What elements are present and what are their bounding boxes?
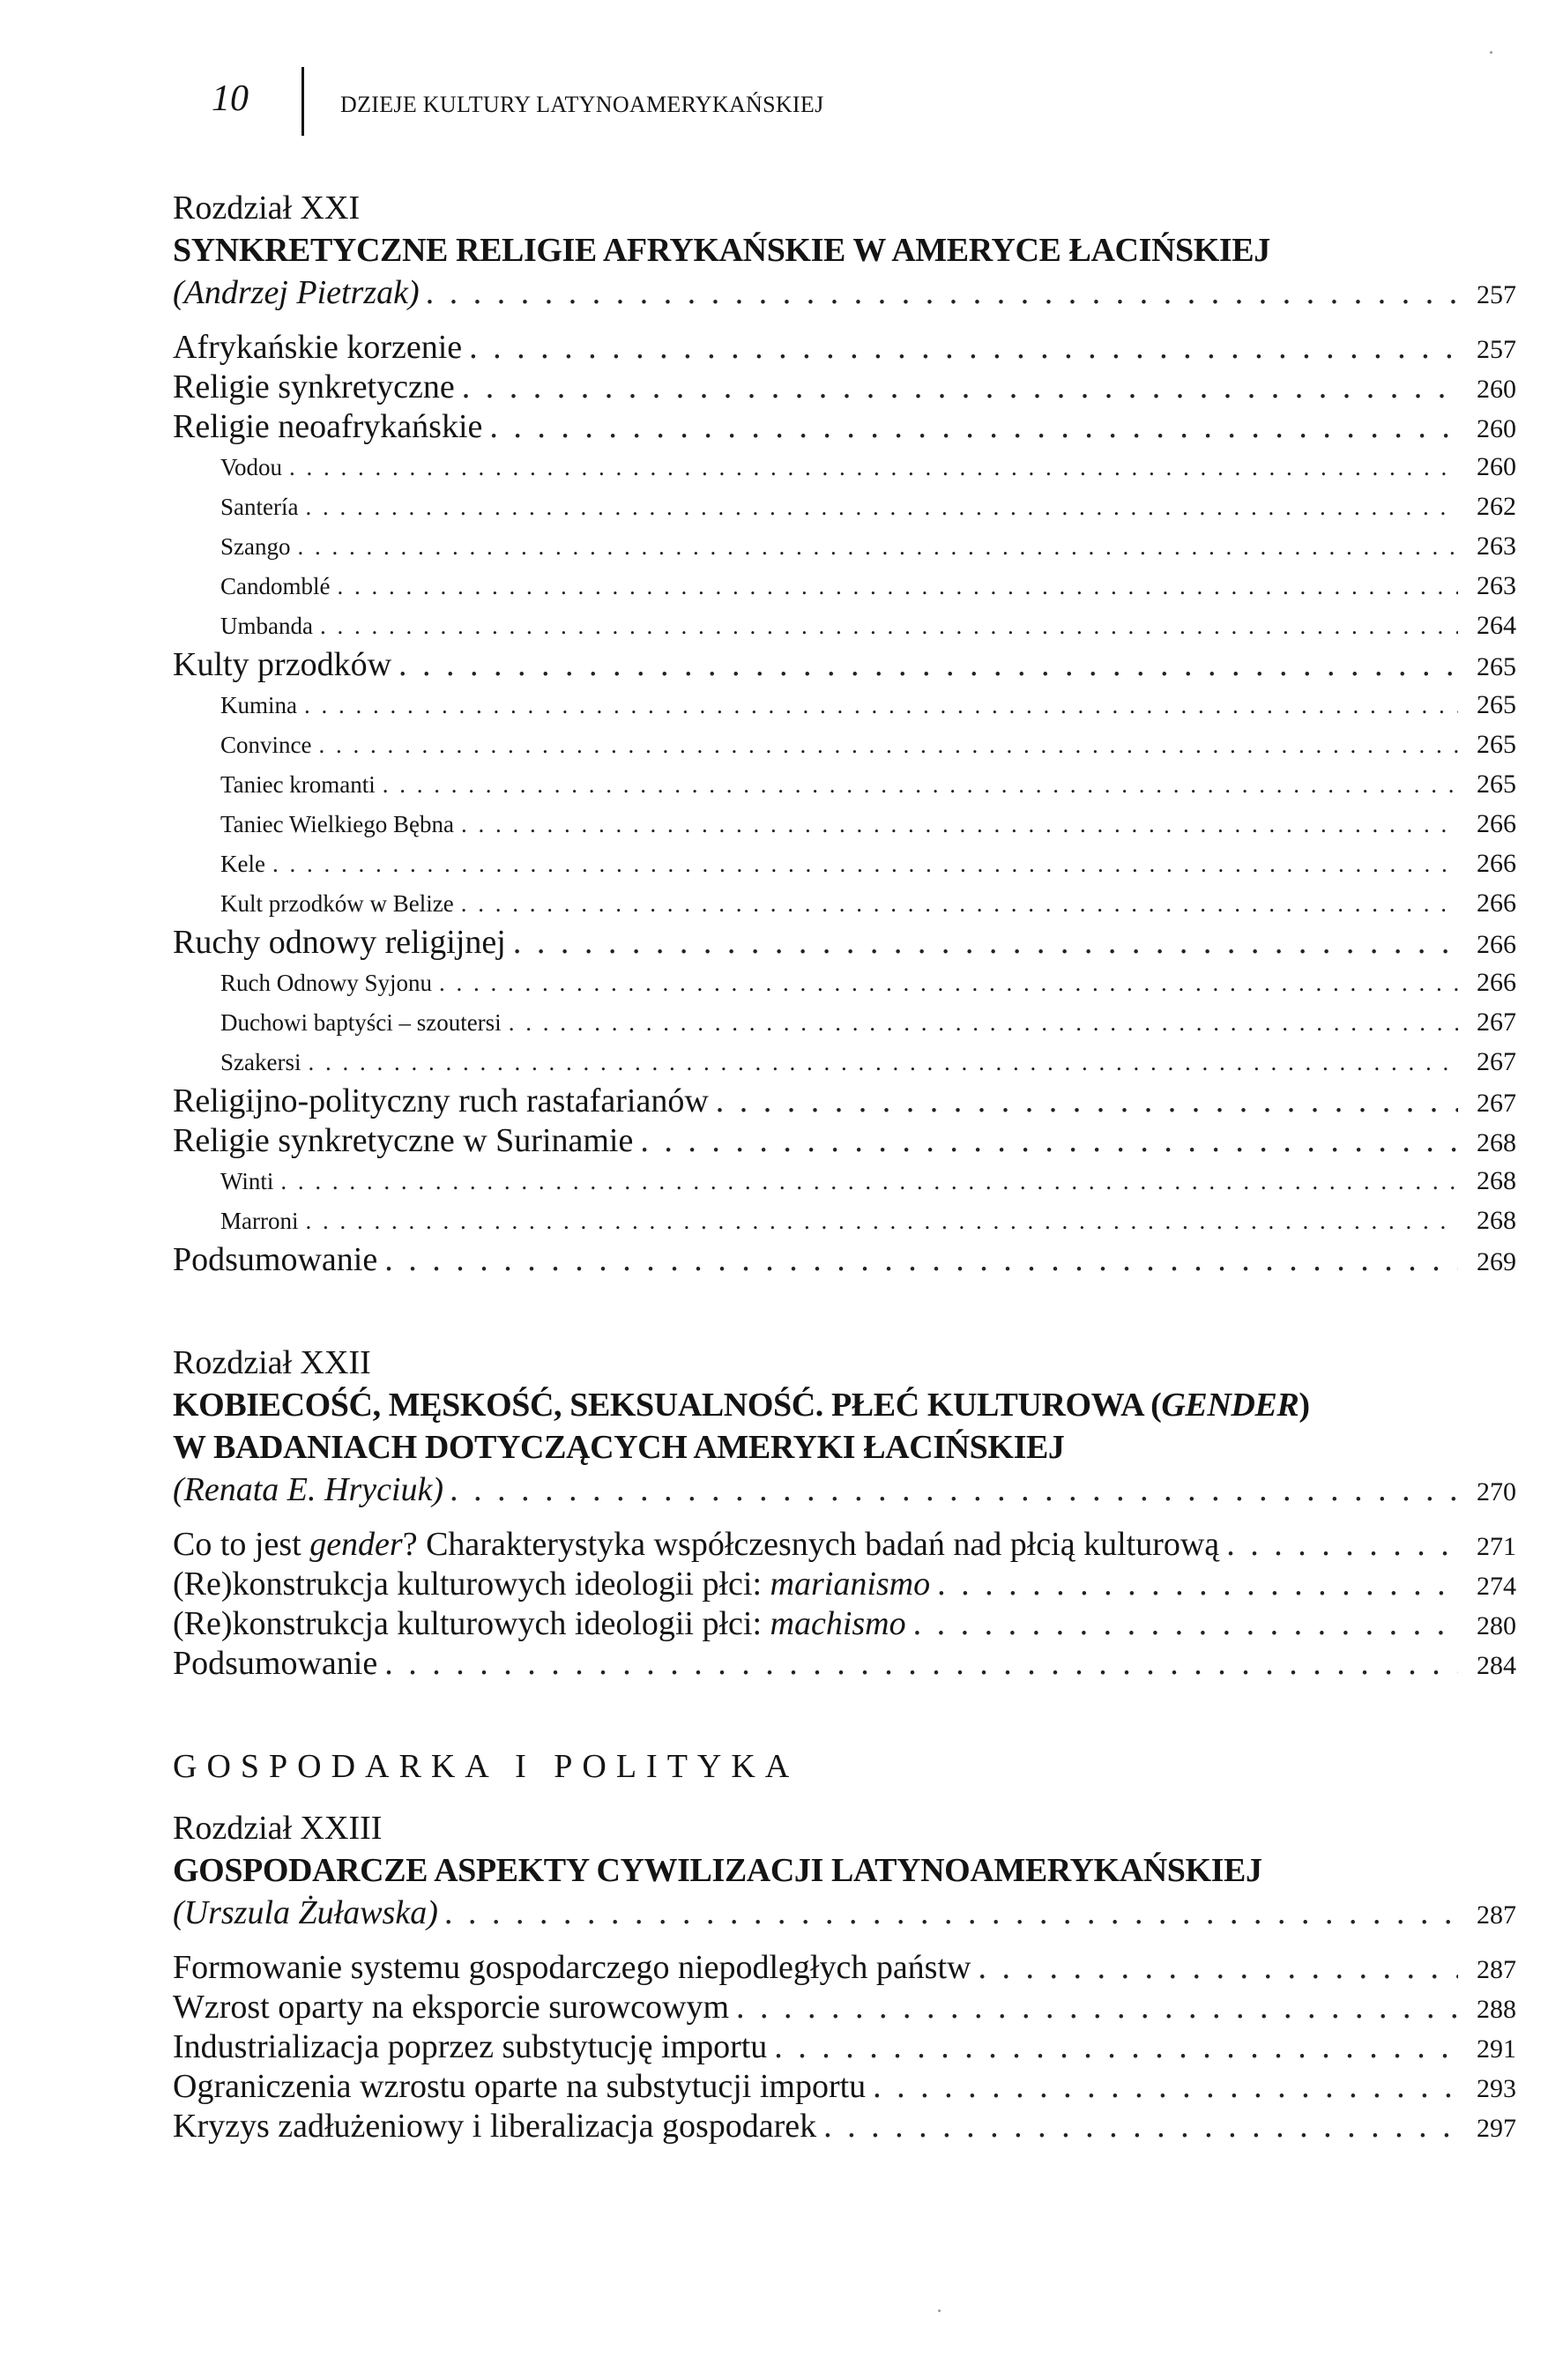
toc-entry[interactable] [173,2027,1516,2067]
leader-dots [736,1988,1458,2027]
chapter-22-label: Rozdział XXII [173,1344,371,1381]
spacer [173,1280,1516,1342]
toc-subentry-title: Kele [220,851,265,877]
toc-subentry-page: 262 [1477,492,1516,521]
leader-dots [513,923,1458,963]
toc-entry-page: 265 [1477,652,1516,681]
toc-subentry-page: 263 [1477,571,1516,600]
toc-entry[interactable] [173,1948,1516,1988]
leader-dots [308,1043,1458,1082]
toc-entry-title: Wzrost oparty na eksporcie surowcowym [173,1989,730,2026]
leader-dots [1226,1525,1458,1565]
toc-entry-italic: machismo [770,1605,906,1642]
chapter-23-author-page: 287 [1477,1900,1516,1930]
toc-subentry-page: 265 [1477,730,1516,759]
spacer [173,1511,1516,1525]
toc-entry-title: Religie synkretyczne [173,368,455,405]
leader-dots [937,1565,1458,1604]
toc-entry-page: 287 [1477,1955,1516,1984]
toc-subentry[interactable] [173,764,1516,804]
leader-dots [823,2107,1458,2146]
chapter-23-label: Rozdział XXIII [173,1810,383,1847]
toc-subentry-title: Kumina [220,692,297,718]
chapter-22-author: (Renata E. Hryciuk) [173,1471,444,1508]
leader-dots [469,328,1458,368]
toc-entry[interactable] [173,1604,1516,1644]
leader-dots [384,1644,1458,1684]
spacer [173,1684,1516,1745]
leader-dots [280,1162,1458,1201]
toc-entry-title: Ruchy odnowy religijnej [173,924,506,961]
toc-entry[interactable] [173,1240,1516,1280]
leader-dots [320,606,1458,646]
toc-subentry[interactable] [173,883,1516,923]
leader-dots [383,765,1458,805]
toc-subentry[interactable] [173,685,1516,725]
toc-subentry-title: Winti [220,1168,274,1194]
toc-entry-title: Kryzys zadłużeniowy i liberalizacja gospodarek [173,2108,817,2145]
toc-subentry-title: Ruch Odnowy Syjonu [220,970,433,996]
toc-subentry-page: 265 [1477,770,1516,799]
spacer [173,314,1516,328]
toc-subentry[interactable] [173,447,1516,487]
table-of-contents [173,187,1516,2146]
scan-speck [938,2309,941,2312]
leader-dots [716,1082,1458,1121]
chapter-22-title-part: KOBIECOŚĆ, MĘSKOŚĆ, SEKSUALNOŚĆ. PŁEĆ KULTUROWA ( [173,1387,1162,1424]
chapter-21-title: SYNKRETYCZNE RELIGIE AFRYKAŃSKIE W AMERYCE ŁACIŃSKIEJ [173,232,1270,269]
header-divider [301,67,304,136]
leader-dots [640,1121,1458,1161]
toc-subentry[interactable] [173,526,1516,566]
chapter-21-author: (Andrzej Pietrzak) [173,274,420,311]
toc-entry-text: Podsumowanie [173,1645,378,1682]
toc-entry-title: Afrykańskie korzenie [173,329,463,366]
toc-entry[interactable] [173,1082,1516,1121]
toc-entry-title: Religijno-polityczny ruch rastafarianów [173,1082,709,1119]
leader-dots [873,2067,1458,2107]
toc-subentry-page: 267 [1477,1047,1516,1076]
toc-subentry-title: Marroni [220,1208,299,1234]
chapter-23-author: (Urszula Żuławska) [173,1894,438,1931]
toc-entry-title [173,1644,377,1684]
toc-subentry-title: Taniec Wielkiego Bębna [220,811,454,837]
toc-subentry-page: 264 [1477,611,1516,640]
toc-entry-italic: gender [309,1526,403,1563]
toc-entry-page: 280 [1477,1611,1516,1640]
toc-subentry[interactable] [173,1042,1516,1082]
toc-entry-text: (Re)konstrukcja kulturowych ideologii płci: [173,1566,770,1603]
toc-subentry-title: Santería [220,494,299,520]
toc-subentry-title: Szango [220,533,291,560]
leader-dots [289,448,1458,487]
toc-subentry-page: 266 [1477,809,1516,838]
toc-entry-page: 297 [1477,2114,1516,2143]
toc-subentry[interactable] [173,487,1516,526]
toc-subentry-title: Kult przodków w Belize [220,890,454,917]
toc-entry-page: 288 [1477,1995,1516,2024]
section-heading: GOSPODARKA I POLITYKA [173,1748,800,1785]
chapter-23-author-row[interactable] [173,1892,1516,1934]
toc-entry-page: 257 [1477,335,1516,364]
toc-subentry-page: 266 [1477,968,1516,997]
toc-entry-title: Podsumowanie [173,1241,378,1278]
toc-subentry-title: Vodou [220,454,283,480]
toc-entry-page: 266 [1477,930,1516,959]
page-number: 10 [212,78,249,119]
leader-dots [489,407,1458,447]
leader-dots [318,725,1458,765]
toc-entry-title [173,1525,1219,1565]
leader-dots [461,805,1458,844]
leader-dots [305,487,1458,527]
toc-entry-text: ? Charakterystyka współczesnych badań nad płcią kulturową [402,1526,1220,1563]
scan-speck [1490,51,1492,54]
toc-subentry-page: 266 [1477,849,1516,878]
chapter-22-author-row[interactable] [173,1469,1516,1511]
toc-entry[interactable] [173,368,1516,407]
toc-entry[interactable] [173,1565,1516,1604]
toc-subentry[interactable] [173,566,1516,606]
toc-subentry-page: 268 [1477,1206,1516,1235]
toc-subentry[interactable] [173,963,1516,1002]
toc-subentry-page: 266 [1477,889,1516,918]
leader-dots [272,844,1458,884]
toc-entry-title: Formowanie systemu gospodarczego niepodległych państw [173,1949,971,1986]
toc-subentry-title: Szakersi [220,1049,301,1075]
leader-dots [337,567,1458,606]
toc-entry-page: 271 [1477,1532,1516,1561]
toc-subentry-page: 260 [1477,452,1516,481]
toc-entry-title: Ograniczenia wzrostu oparte na substytucji importu [173,2068,867,2105]
toc-entry[interactable] [173,1644,1516,1684]
leader-dots [462,368,1458,407]
toc-subentry-page: 267 [1477,1008,1516,1037]
toc-entry[interactable] [173,407,1516,447]
toc-entry[interactable] [173,328,1516,368]
toc-entry-italic: marianismo [770,1566,931,1603]
toc-entry[interactable] [173,1525,1516,1565]
leader-dots [305,1201,1458,1241]
toc-entry-page: 291 [1477,2034,1516,2064]
leader-dots [304,686,1458,725]
chapter-21-label: Rozdział XXI [173,190,361,227]
toc-subentry-page: 268 [1477,1166,1516,1195]
toc-entry-title [173,1565,930,1604]
toc-entry-text: (Re)konstrukcja kulturowych ideologii płci: [173,1605,770,1642]
chapter-22-title-line-2: W BADANIACH DOTYCZĄCYCH AMERYKI ŁACIŃSKIEJ [173,1429,1065,1466]
toc-subentry[interactable] [173,1161,1516,1201]
toc-subentry[interactable] [173,1002,1516,1042]
toc-subentry-page: 265 [1477,690,1516,719]
chapter-22-title-part: ) [1299,1387,1310,1424]
leader-dots [461,884,1458,924]
toc-entry[interactable] [173,2107,1516,2146]
toc-entry[interactable] [173,923,1516,963]
toc-entry-page: 260 [1477,414,1516,443]
spacer [173,1934,1516,1948]
toc-subentry[interactable] [173,1201,1516,1240]
leader-dots [297,527,1458,567]
leader-dots [774,2027,1458,2067]
toc-subentry-title: Convince [220,732,312,758]
toc-subentry[interactable] [173,725,1516,764]
leader-dots [398,645,1458,685]
toc-entry-page: 293 [1477,2074,1516,2103]
toc-entry-page: 269 [1477,1247,1516,1276]
leader-dots [450,1469,1458,1511]
leader-dots [439,963,1458,1003]
leader-dots [913,1604,1458,1644]
toc-entry-page: 260 [1477,375,1516,404]
toc-entry-page: 284 [1477,1651,1516,1680]
toc-entry-title: Kulty przodków [173,646,392,683]
leader-dots [384,1240,1458,1280]
running-title: DZIEJE KULTURY LATYNOAMERYKAŃSKIEJ [340,92,824,117]
toc-subentry-title: Umbanda [220,613,313,639]
leader-dots [978,1948,1458,1988]
toc-subentry-title: Candomblé [220,573,331,599]
toc-subentry[interactable] [173,804,1516,844]
chapter-21-author-page: 257 [1477,280,1516,309]
toc-entry-page: 267 [1477,1089,1516,1118]
toc-subentry-title: Duchowi baptyści – szoutersi [220,1009,502,1036]
chapter-22-author-page: 270 [1477,1477,1516,1506]
toc-entry-title: Religie synkretyczne w Surinamie [173,1122,634,1159]
toc-entry-title: Religie neoafrykańskie [173,408,483,445]
leader-dots [445,1892,1458,1934]
chapter-22-title-italic: GENDER [1161,1387,1299,1424]
toc-entry-text: Co to jest [173,1526,310,1563]
chapter-21-author-row[interactable] [173,271,1516,314]
chapter-22-title-line-1 [173,1384,1516,1426]
toc-entry-title: Industrializacja poprzez substytucję importu [173,2028,768,2065]
toc-entry[interactable] [173,1121,1516,1161]
toc-subentry-title: Taniec kromanti [220,771,376,798]
toc-entry[interactable] [173,2067,1516,2107]
leader-dots [509,1003,1458,1043]
toc-subentry[interactable] [173,844,1516,883]
toc-subentry-page: 263 [1477,532,1516,561]
toc-entry[interactable] [173,645,1516,685]
toc-entry-title [173,1604,906,1644]
toc-entry-page: 268 [1477,1128,1516,1157]
chapter-23-title: GOSPODARCZE ASPEKTY CYWILIZACJI LATYNOAMERYKAŃSKIEJ [173,1852,1262,1889]
toc-entry-page: 274 [1477,1572,1516,1601]
leader-dots [427,271,1458,314]
toc-subentry[interactable] [173,606,1516,645]
toc-entry[interactable] [173,1988,1516,2027]
